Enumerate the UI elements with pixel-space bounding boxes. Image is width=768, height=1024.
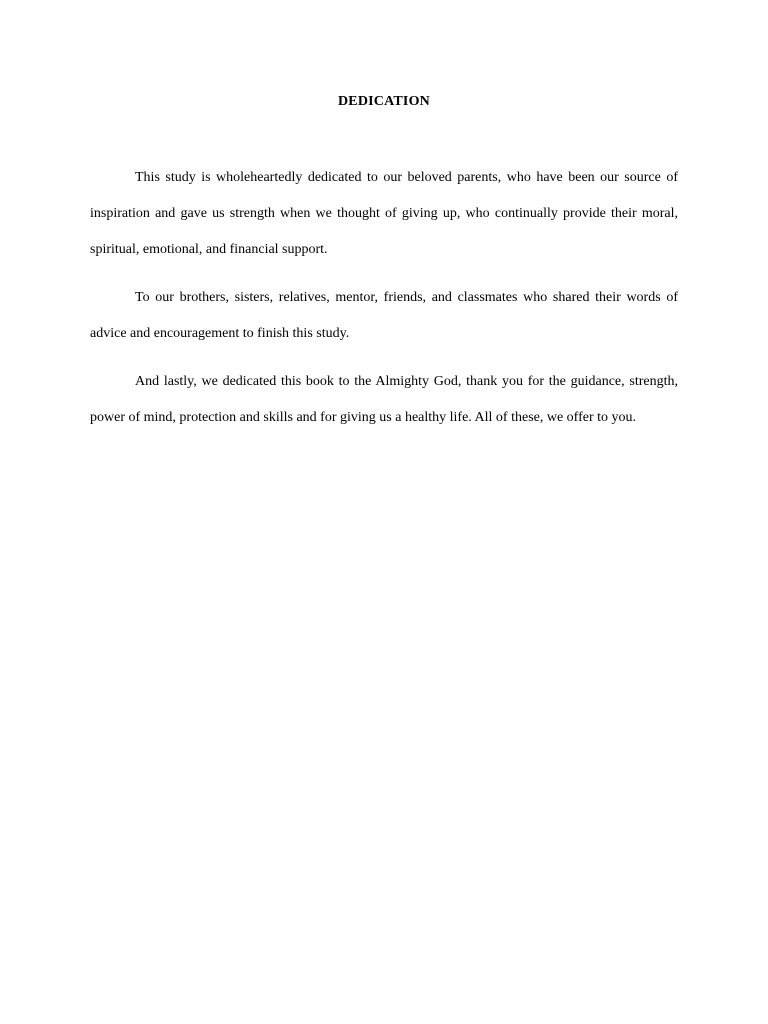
paragraph-god: And lastly, we dedicated this book to the Almighty God, thank you for the guidance, strength, power of mind, protection and skills and for giving us a healthy life. All of these, we offer to you. [90,374,678,425]
dedication-body [90,160,678,448]
paragraph-family-friends: To our brothers, sisters, relatives, mentor, friends, and classmates who shared their words of advice and encouragement to finish this study. [90,290,678,341]
paragraph-parents: This study is wholeheartedly dedicated to our beloved parents, who have been our source of inspiration and gave us strength when we thought of giving up, who continually provide their moral, spiritual, emotional, and financial support. [90,170,678,257]
page-title: DEDICATION [338,94,430,109]
